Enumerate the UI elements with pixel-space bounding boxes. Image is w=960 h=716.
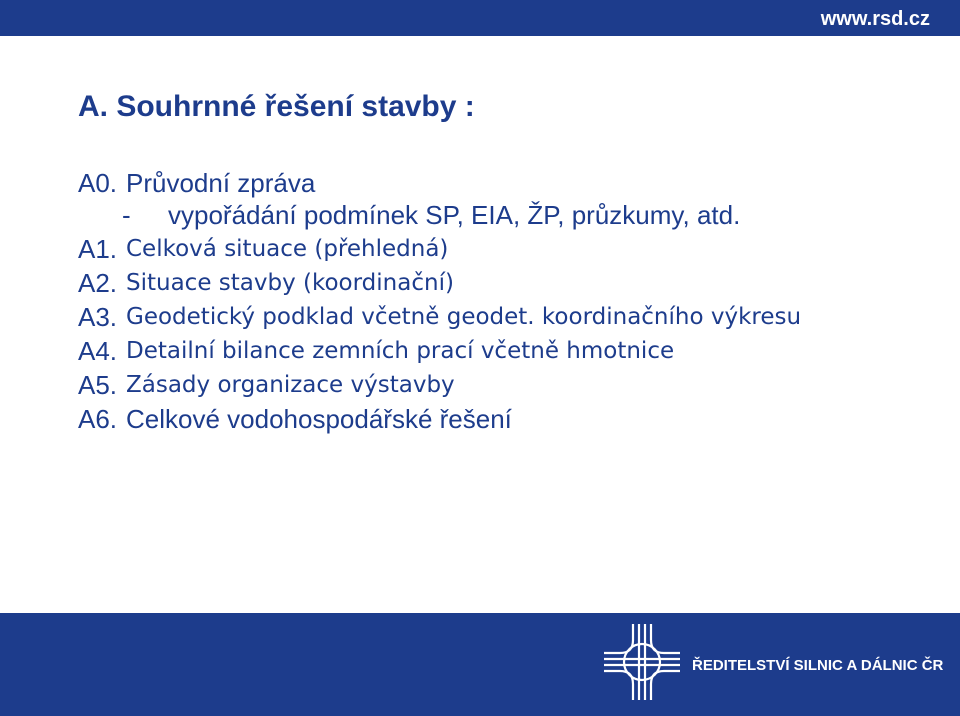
item-code: A3. <box>78 302 118 332</box>
slide-title: A. Souhrnné řešení stavby : <box>78 90 475 123</box>
list-item-a6 <box>78 402 801 436</box>
item-code: A4. <box>78 336 118 366</box>
highway-interchange-icon <box>602 622 682 707</box>
list-item-a0 <box>78 166 801 200</box>
list-subitem <box>78 198 801 232</box>
item-code: A0. <box>78 168 118 198</box>
item-text: Detailní bilance zemních prací včetně hmotnice <box>126 338 675 364</box>
list-item-a1 <box>78 232 801 266</box>
website-url[interactable]: www.rsd.cz <box>820 8 930 30</box>
top-bar <box>0 0 960 36</box>
item-text: Geodetický podklad včetně geodet. koordinačního výkresu <box>126 304 802 330</box>
item-text: Zásady organizace výstavby <box>126 372 455 398</box>
list-item-a2 <box>78 266 801 300</box>
list-item-a5 <box>78 368 801 402</box>
item-code: A5. <box>78 370 118 400</box>
item-text: Situace stavby (koordinační) <box>126 270 454 296</box>
subitem-dash: - <box>122 200 131 230</box>
logo-text: ŘEDITELSTVÍ SILNIC A DÁLNIC ČR <box>692 657 944 674</box>
list-item-a4 <box>78 334 801 368</box>
list-item-a3 <box>78 300 801 334</box>
item-code: A2. <box>78 268 118 298</box>
subitem-text: vypořádání podmínek SP, EIA, ŽP, průzkumy, atd. <box>168 200 741 230</box>
item-code: A6. <box>78 404 118 434</box>
item-text: Celkové vodohospodářské řešení <box>126 404 512 434</box>
item-code: A1. <box>78 234 118 264</box>
content-list <box>78 166 801 436</box>
item-text: Celková situace (přehledná) <box>126 236 449 262</box>
item-text: Průvodní zpráva <box>126 168 316 198</box>
